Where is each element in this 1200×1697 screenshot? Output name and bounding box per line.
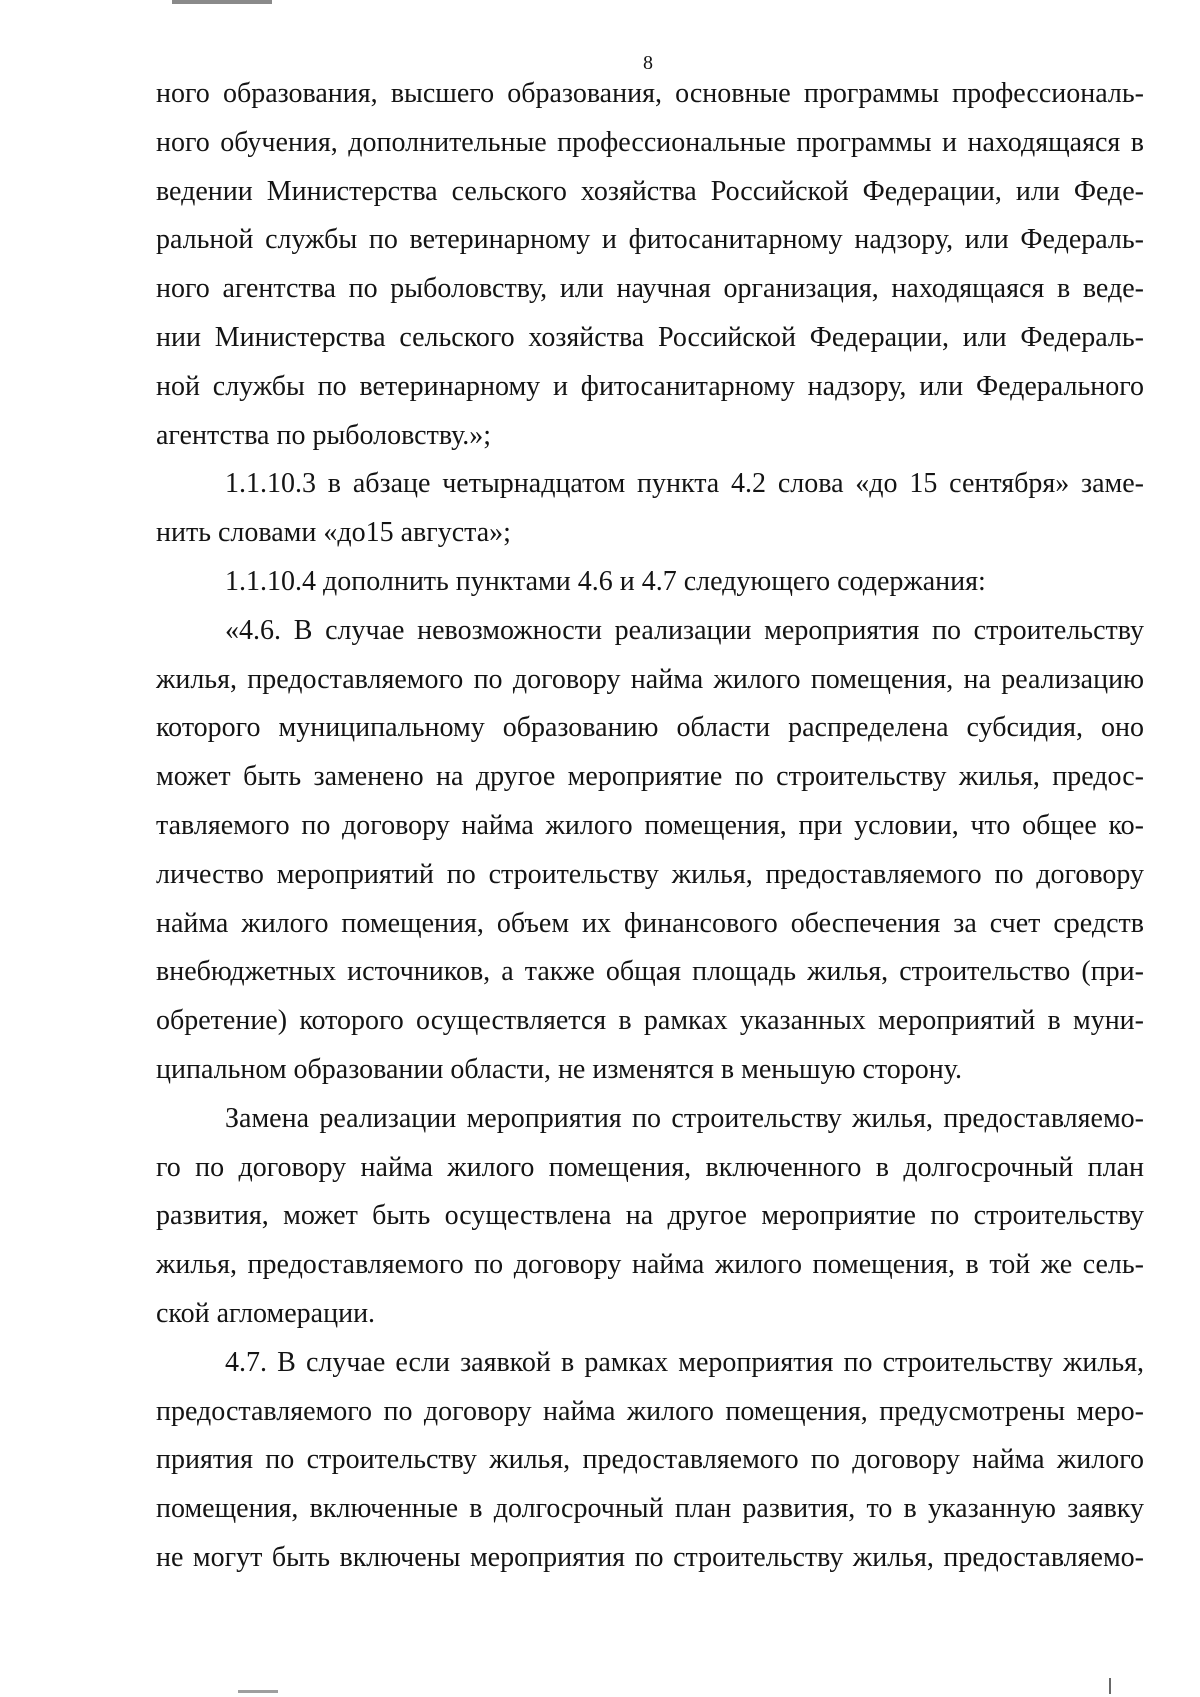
text-line: личество мероприятий по строительству жилья, предоставляемого по договору xyxy=(156,858,1144,890)
text-line: не могут быть включены мероприятия по строительству жилья, предоставляемо- xyxy=(156,1541,1144,1573)
text-line: может быть заменено на другое мероприятие по строительству жилья, предос- xyxy=(156,761,1144,793)
text-line: предоставляемого по договору найма жилого помещения, предусмотрены меро- xyxy=(156,1395,1144,1427)
text-line: которого муниципальному образованию области распределена субсидия, оно xyxy=(156,712,1144,744)
text-line: ральной службы по ветеринарному и фитосанитарному надзору, или Федераль- xyxy=(156,224,1144,256)
text-line: нить словами «до15 августа»; xyxy=(156,517,511,549)
text-line: 1.1.10.4 дополнить пунктами 4.6 и 4.7 следующего содержания: xyxy=(225,565,986,597)
text-line: внебюджетных источников, а также общая площадь жилья, строительство (при- xyxy=(156,956,1144,988)
text-line: 4.7. В случае если заявкой в рамках мероприятия по строительству жилья, xyxy=(225,1346,1144,1378)
text-line: ного агентства по рыболовству, или научная организация, находящаяся в веде- xyxy=(156,273,1144,305)
text-line: нии Министерства сельского хозяйства Российской Федерации, или Федераль- xyxy=(156,321,1144,353)
text-line: найма жилого помещения, объем их финансового обеспечения за счет средств xyxy=(156,907,1144,939)
text-line: 1.1.10.3 в абзаце четырнадцатом пункта 4.2 слова «до 15 сентября» заме- xyxy=(225,468,1144,500)
text-line: развития, может быть осуществлена на другое мероприятие по строительству xyxy=(156,1200,1144,1232)
text-line: ной службы по ветеринарному и фитосанитарному надзору, или Федерального xyxy=(156,370,1144,402)
text-line: ведении Министерства сельского хозяйства Российской Федерации, или Феде- xyxy=(156,175,1144,207)
scan-artifact-right xyxy=(1109,1678,1111,1694)
text-line: Замена реализации мероприятия по строительству жилья, предоставляемо- xyxy=(225,1102,1144,1134)
scan-artifact-bottom xyxy=(238,1690,278,1693)
text-line: жилья, предоставляемого по договору найма жилого помещения, на реализацию xyxy=(156,663,1144,695)
text-line: помещения, включенные в долгосрочный план развития, то в указанную заявку xyxy=(156,1493,1144,1525)
text-line: жилья, предоставляемого по договору найма жилого помещения, в той же сель- xyxy=(156,1249,1144,1281)
text-line: агентства по рыболовству.»; xyxy=(156,419,492,451)
text-line: тавляемого по договору найма жилого помещения, при условии, что общее ко- xyxy=(156,809,1144,841)
text-line: ской агломерации. xyxy=(156,1297,376,1329)
text-line: ципальном образовании области, не изменятся в меньшую сторону. xyxy=(156,1053,962,1085)
scan-artifact-top xyxy=(172,0,272,4)
text-line: обретение) которого осуществляется в рамках указанных мероприятий в муни- xyxy=(156,1005,1144,1037)
text-line: «4.6. В случае невозможности реализации мероприятия по строительству xyxy=(225,614,1144,646)
page-number: 8 xyxy=(643,52,653,74)
text-line: го по договору найма жилого помещения, включенного в долгосрочный план xyxy=(156,1151,1144,1183)
text-line: ного обучения, дополнительные профессиональные программы и находящаяся в xyxy=(156,126,1144,158)
document-body xyxy=(156,70,1144,1583)
text-line: ного образования, высшего образования, основные программы профессиональ- xyxy=(156,78,1144,109)
text-line: приятия по строительству жилья, предоставляемого по договору найма жилого xyxy=(156,1444,1144,1476)
